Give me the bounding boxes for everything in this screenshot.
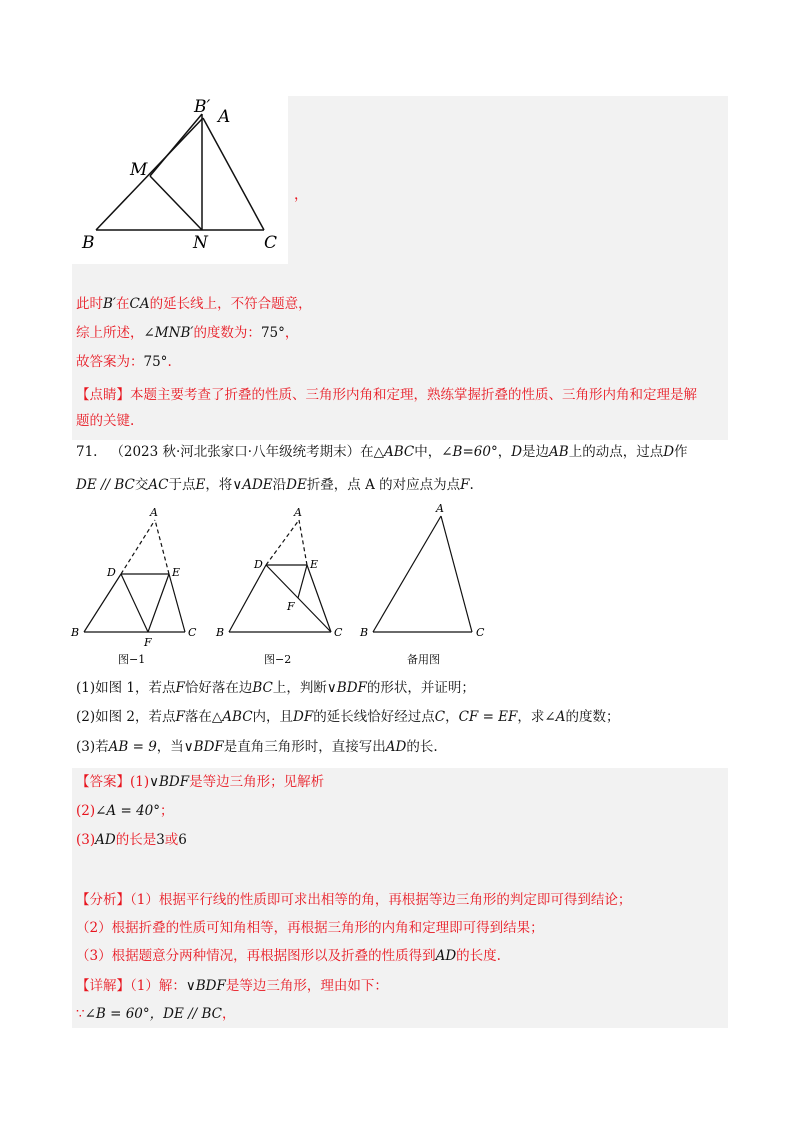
solution-line-1: 此时B′在CA的延长线上，不符合题意， <box>76 296 312 312</box>
problem-line-1: 71. （2023 秋·河北张家口·八年级统考期末）在△ABC中，∠B=60°，D是边AB上的动点，过点D作 <box>76 444 688 460</box>
fig1-da-dashed <box>121 520 155 574</box>
fig2-dc <box>266 565 331 632</box>
fig1-caption: 图−1 <box>118 653 146 666</box>
fig3-label-a: A <box>436 502 444 515</box>
fig2-label-e: E <box>310 558 319 571</box>
fig2-da-dashed <box>266 520 299 565</box>
analysis-line-1: 【分析】（1）根据平行线的性质即可求出相等的角，再根据等边三角形的判定即可得到结论； <box>76 892 632 908</box>
fig1-label-f: F <box>144 636 152 649</box>
fig2-label-f: F <box>287 600 295 613</box>
fig1-df <box>121 574 148 632</box>
fig1-label-a: A <box>150 506 158 519</box>
fig1-label-d: D <box>107 566 116 579</box>
analysis-line-3: （3）根据题意分两种情况，再根据图形以及折叠的性质得到AD的长度. <box>76 948 501 964</box>
label-a: A <box>218 107 231 127</box>
fig1-ef <box>148 574 169 632</box>
question-3: (3)若AB = 9，当∨BDF是直角三角形时，直接写出AD的长. <box>76 739 438 755</box>
question-2: (2)如图 2，若点F落在△ABC内，且DF的延长线恰好经过点C，CF = EF，求∠A的度数； <box>76 709 620 725</box>
fig2-ec <box>307 565 331 632</box>
label-c: C <box>264 233 278 253</box>
label-b-prime: B′ <box>194 97 211 117</box>
fig3-ba <box>373 516 441 632</box>
label-m: M <box>130 160 148 180</box>
fig2-caption: 图−2 <box>264 653 292 666</box>
detail-line-2: ∵∠B = 60°，DE // BC， <box>76 1006 236 1022</box>
solution-line-3: 故答案为：75°. <box>76 354 172 370</box>
fig2-bd <box>229 565 266 632</box>
fig1-label-c: C <box>188 626 197 639</box>
label-b: B <box>82 233 95 253</box>
fig3-label-b: B <box>360 626 369 639</box>
fig3-label-c: C <box>476 626 485 639</box>
fig2-label-a: A <box>294 506 302 519</box>
fig1-label-e: E <box>172 566 181 579</box>
answer-line-1: 【答案】(1)∨BDF是等边三角形；见解析 <box>76 774 325 790</box>
solution-line-2: 综上所述，∠MNB′的度数为：75°， <box>76 325 299 341</box>
analysis-line-2: （2）根据折叠的性质可知角相等，再根据三角形的内角和定理即可得到结果； <box>76 920 544 936</box>
fig2-ef <box>298 565 307 598</box>
question-1: (1)如图 1，若点F恰好落在边BC上，判断∨BDF的形状，并证明； <box>76 680 475 696</box>
comment-line-2: 题的关键. <box>76 413 135 429</box>
fig1-ec <box>169 574 185 632</box>
detail-line-1: 【详解】（1）解：∨BDF是等边三角形，理由如下： <box>76 978 388 994</box>
figure-2 <box>229 520 331 632</box>
label-n: N <box>193 233 208 253</box>
fig2-ea-dashed <box>299 520 307 565</box>
fig2-label-d: D <box>254 558 263 571</box>
figure-3 <box>373 516 472 632</box>
fig3-caption: 备用图 <box>407 653 440 666</box>
fig2-label-c: C <box>334 626 343 639</box>
answer-line-2: (2)∠A = 40°； <box>76 803 174 819</box>
fig1-ea-dashed <box>155 520 169 574</box>
figure-1 <box>84 520 185 632</box>
fig3-ac <box>441 516 472 632</box>
comment-line-1: 【点睛】本题主要考查了折叠的性质、三角形内角和定理，熟练掌握折叠的性质、三角形内角和定理是解 <box>76 387 697 403</box>
figure-comma: ， <box>294 187 308 203</box>
answer-line-3: (3)AD的长是3或6 <box>76 832 187 848</box>
fig1-label-b: B <box>71 626 80 639</box>
fig1-bd <box>84 574 121 632</box>
fig2-label-b: B <box>216 626 225 639</box>
problem-line-2: DE // BC交AC于点E，将∨ADE沿DE折叠，点 A 的对应点为点F. <box>76 477 474 493</box>
